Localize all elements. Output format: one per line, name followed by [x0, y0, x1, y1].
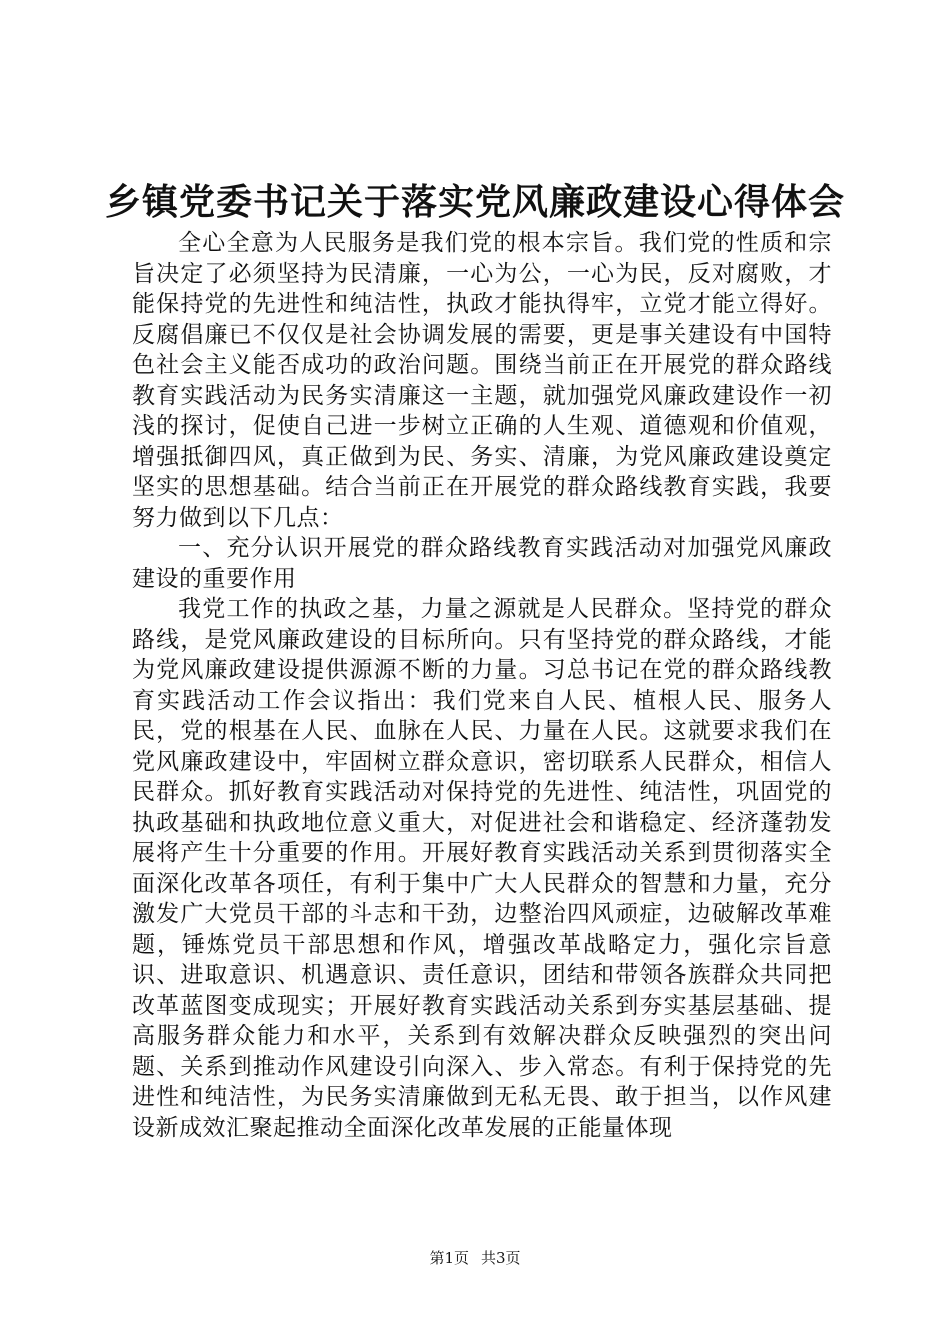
document-title: 乡镇党委书记关于落实党风廉政建设心得体会 [104, 181, 845, 223]
paragraph-intro: 全心全意为人民服务是我们党的根本宗旨。我们党的性质和宗旨决定了必须坚持为民清廉，一心为公，一心为民，反对腐败，才能保持党的先进性和纯洁性，执政才能执得牢，立党才能立得好。反腐倡廉已不仅仅是社会协调发展的需要，更是事关建设有中国特色社会主义能否成功的政治问题。围绕当前正在开展党的群众路线教育实践活动为民务实清廉这一主题，就加强党风廉政建设作一初浅的探讨，促使自己进一步树立正确的人生观、道德观和价值观，增强抵御四风，真正做到为民、务实、清廉，为党风廉政建设奠定坚实的思想基础。结合当前正在开展党的群众路线教育实践，我要努力做到以下几点： [132, 230, 832, 531]
document-body [132, 228, 832, 1143]
page-number: 第1页 [429, 1249, 469, 1267]
page-total: 共3页 [481, 1249, 521, 1267]
paragraph-heading-one: 一、充分认识开展党的群众路线教育实践活动对加强党风廉政建设的重要作用 [132, 535, 832, 592]
page-footer [0, 1248, 950, 1268]
paragraph-section-one: 我党工作的执政之基，力量之源就是人民群众。坚持党的群众路线，是党风廉政建设的目标所向。只有坚持党的群众路线，才能为党风廉政建设提供源源不断的力量。习总书记在党的群众路线教育实践活动工作会议指出：我们党来自人民、植根人民、服务人民，党的根基在人民、血脉在人民、力量在人民。这就要求我们在党风廉政建设中，牢固树立群众意识，密切联系人民群众，相信人民群众。抓好教育实践活动对保持党的先进性、纯洁性，巩固党的执政基础和执政地位意义重大，对促进社会和谐稳定、经济蓬勃发展将产生十分重要的作用。开展好教育实践活动关系到贯彻落实全面深化改革各项任，有利于集中广大人民群众的智慧和力量，充分激发广大党员干部的斗志和干劲，边整治四风顽症，边破解改革难题，锤炼党员干部思想和作风，增强改革战略定力，强化宗旨意识、进取意识、机遇意识、责任意识，团结和带领各族群众共同把改革蓝图变成现实；开展好教育实践活动关系到夯实基层基础、提高服务群众能力和水平，关系到有效解决群众反映强烈的突出问题、关系到推动作风建设引向深入、步入常态。有利于保持党的先进性和纯洁性，为民务实清廉做到无私无畏、敢于担当，以作风建设新成效汇聚起推动全面深化改革发展的正能量体现 [132, 596, 832, 1141]
